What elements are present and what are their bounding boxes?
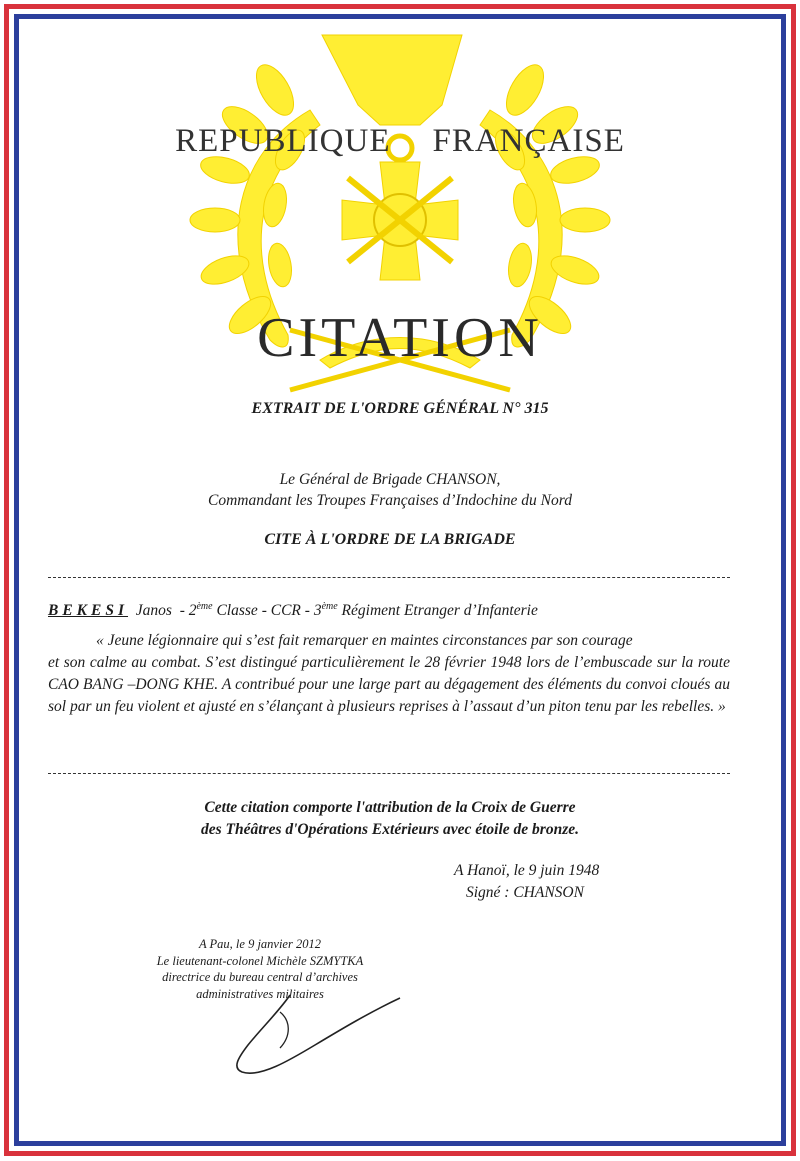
unit: CCR [270, 602, 301, 620]
certification-line-3: directrice du bureau central d’archives [162, 970, 358, 984]
citation-quote [48, 630, 730, 718]
order-extract-line: EXTRAIT DE L'ORDRE GÉNÉRAL N° 315 [251, 400, 549, 417]
attribution-line-1: Cette citation comporte l'attribution de la Croix de Guerre [204, 799, 576, 816]
quote-rest: et son calme au combat. S’est distingué particulièrement le 28 février 1948 lors de l’embuscade sur la route CAO BANG –DONG KHE. A contribué pour une large part au dégagement des éléments du convoi cloués au sol par un feu violent et ajusté en s’élançant à plusieurs reprises à l’assaut d’un piton tenu par les rebelles. » [48, 654, 730, 715]
cite-line: CITE À L'ORDRE DE LA BRIGADE [264, 531, 516, 548]
general-line-2: Commandant les Troupes Françaises d’Indochine du Nord [208, 492, 572, 509]
certification-line-4: administratives militaires [196, 986, 324, 1001]
separator: - [261, 602, 267, 620]
header-title [0, 123, 800, 160]
rank-word: Classe [216, 602, 258, 620]
general-block [0, 469, 780, 511]
general-line-1: Le Général de Brigade CHANSON, [279, 471, 501, 488]
certification-line-1: A Pau, le 9 janvier 2012 [199, 937, 321, 951]
separator: - [179, 602, 185, 620]
attribution-block [0, 797, 780, 841]
dashed-divider-top [48, 577, 730, 578]
signed-by: Signé : CHANSON [466, 884, 584, 901]
regiment-number: 3 [313, 602, 322, 620]
handwritten-signature [220, 990, 410, 1080]
separator: - [304, 602, 310, 620]
hanoi-signature-block [454, 860, 599, 904]
attribution-line-2: des Théâtres d'Opérations Extérieurs avec étoile de bronze. [201, 821, 579, 838]
hanoi-place-date: A Hanoï, le 9 juin 1948 [454, 862, 600, 879]
soldier-first-name: Janos [135, 602, 172, 620]
regiment-superscript: ème [321, 601, 338, 612]
header-francaise: FRANÇAISE [432, 123, 625, 159]
header-republique: REPUBLIQUE [175, 123, 391, 159]
regiment-name: Régiment Etranger d’Infanterie [341, 602, 538, 620]
soldier-line [48, 601, 538, 620]
rank-number: 2 [188, 602, 197, 620]
dashed-divider-bottom [48, 773, 730, 774]
citation-title: CITATION [257, 307, 543, 369]
rank-superscript: ème [196, 601, 213, 612]
soldier-surname: BEKESI [48, 602, 129, 620]
quote-line-1: « Jeune légionnaire qui s’est fait remarquer en maintes circonstances par son courage [96, 632, 633, 649]
certification-line-2: Le lieutenant-colonel Michèle SZMYTKA [156, 953, 364, 968]
